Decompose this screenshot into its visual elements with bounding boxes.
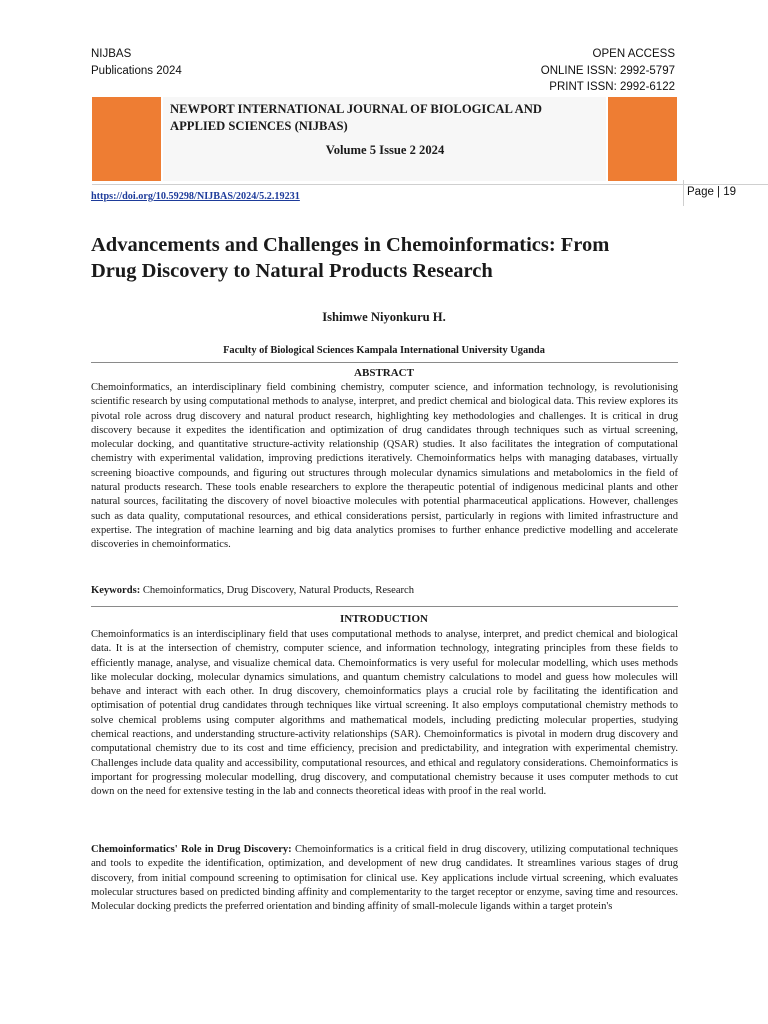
page-divider	[684, 184, 768, 185]
banner-center	[161, 97, 608, 181]
drug-discovery-subheading: Chemoinformatics' Role in Drug Discovery:	[91, 844, 292, 855]
running-header-left	[91, 46, 182, 79]
author-name: Ishimwe Niyonkuru H.	[322, 310, 446, 324]
doi-link[interactable]: https://doi.org/10.59298/NIJBAS/2024/5.2.19231	[91, 191, 300, 202]
journal-name	[170, 101, 600, 135]
page-number: Page | 19	[687, 186, 737, 198]
banner-accent-right	[608, 97, 677, 181]
volume-issue: Volume 5 Issue 2 2024	[325, 143, 445, 157]
introduction-heading: INTRODUCTION	[339, 613, 428, 625]
article-title	[91, 232, 691, 284]
page-separator	[683, 180, 684, 206]
abstract-top-rule	[91, 362, 678, 363]
open-access-label: OPEN ACCESS	[592, 48, 675, 60]
banner-divider	[92, 184, 684, 185]
drug-discovery-text: Chemoinformatics is a critical field in drug discovery, utilizing computational techniques and tools to expedite the identification, optimization, and development of new drug candidates. It streamlines various stages of drug discovery, from initial compound screening to optimisation for clinical use. Key applications include virtual screening, which evaluates molecular structures based on predicted binding affinity and complementarity to the target receptor or enzyme, saving time and resources. Molecular docking predicts the preferred orientation and binding affinity of small-molecule ligands within a target protein's	[91, 844, 678, 913]
article-title-line1: Advancements and Challenges in Chemoinformatics: From	[91, 234, 610, 256]
print-issn: PRINT ISSN: 2992-6122	[549, 81, 675, 93]
keywords-label: Keywords:	[91, 585, 141, 596]
running-header-right	[541, 46, 675, 96]
article-title-line2: Drug Discovery to Natural Products Research	[91, 260, 493, 282]
publication-year: Publications 2024	[91, 64, 182, 77]
keywords	[91, 584, 414, 598]
banner-accent-left	[92, 97, 161, 181]
journal-banner	[92, 97, 677, 181]
journal-name-line1: NEWPORT INTERNATIONAL JOURNAL OF BIOLOGICAL AND	[170, 102, 542, 116]
abstract-heading: ABSTRACT	[354, 367, 414, 379]
author-affiliation: Faculty of Biological Sciences Kampala International University Uganda	[223, 345, 545, 356]
introduction-paragraph: Chemoinformatics is an interdisciplinary field that uses computational methods to analyse, interpret, and predict chemical and biological data. It is at the intersection of chemistry, computer science, and information technology, integrating principles from these fields to efficiently manage, analyse, and visualize chemical data. Chemoinformatics is very useful for molecular modelling, which uses methods like molecular docking, molecular dynamics simulations, and quantum chemistry calculations to model and guess how molecules will behave and interact with each other. In drug discovery, chemoinformatics plays a crucial role by facilitating the identification and optimisation of potential drug candidates through techniques like virtual screening. It also employs computational chemistry methods to solve chemical problems using computer algorithms and mathematical models, including predicting molecular properties, studying chemical reactions, and understanding structure-activity relationships (SAR). Chemoinformatics is pivotal in modern drug discovery and computational chemistry due to its cost and time efficiency, precision and predictability, and integration with experimental chemistry. Challenges include data quality and accessibility, computational resources, and ethical and regulatory considerations. Chemoinformatics is important for progressing molecular modelling, drug discovery, and computational chemistry because it uses computer methods to cut down on the need for extensive testing in the lab and connects theoretical ideas with proof in the real world.	[91, 629, 678, 798]
abstract-text: Chemoinformatics, an interdisciplinary field combining chemistry, computer science, and information technology, is revolutionising scientific research by using computational methods to analyse, interpret, and predict chemical and biological data. This review explores its pivotal role across drug discovery and natural product research, highlighting key methodologies and challenges. It is critical in drug discovery because it expedites the identification and optimization of drug candidates through techniques such as virtual screening, molecular docking, and quantitative structure-activity relationship (QSAR) studies. It also facilitates the integration of computational chemistry with experimental validation, improving predictions iteratively. Chemoinformatics helps with managing databases, virtually screening bioactive compounds, and figuring out structures through molecular dynamics simulations and metabolomics in the field of natural products research. These tools enable researchers to explore the therapeutic potential of indigenous medicinal plants and other natural sources, facilitating the discovery of novel bioactive molecules with potential pharmaceutical applications. However, challenges such as data quality, computational resources, and ethical considerations persist, particularly in regions with limited infrastructure and expertise. The integration of machine learning and big data analytics promises to further enhance predictive modelling and accelerate discoveries in chemoinformatics.	[91, 382, 678, 551]
journal-name-line2: APPLIED SCIENCES (NIJBAS)	[170, 119, 348, 133]
keywords-list: Chemoinformatics, Drug Discovery, Natural Products, Research	[140, 585, 414, 596]
drug-discovery-paragraph	[91, 843, 678, 914]
abstract-bottom-rule	[91, 606, 678, 607]
journal-abbrev: NIJBAS	[91, 48, 132, 60]
online-issn: ONLINE ISSN: 2992-5797	[540, 64, 675, 77]
